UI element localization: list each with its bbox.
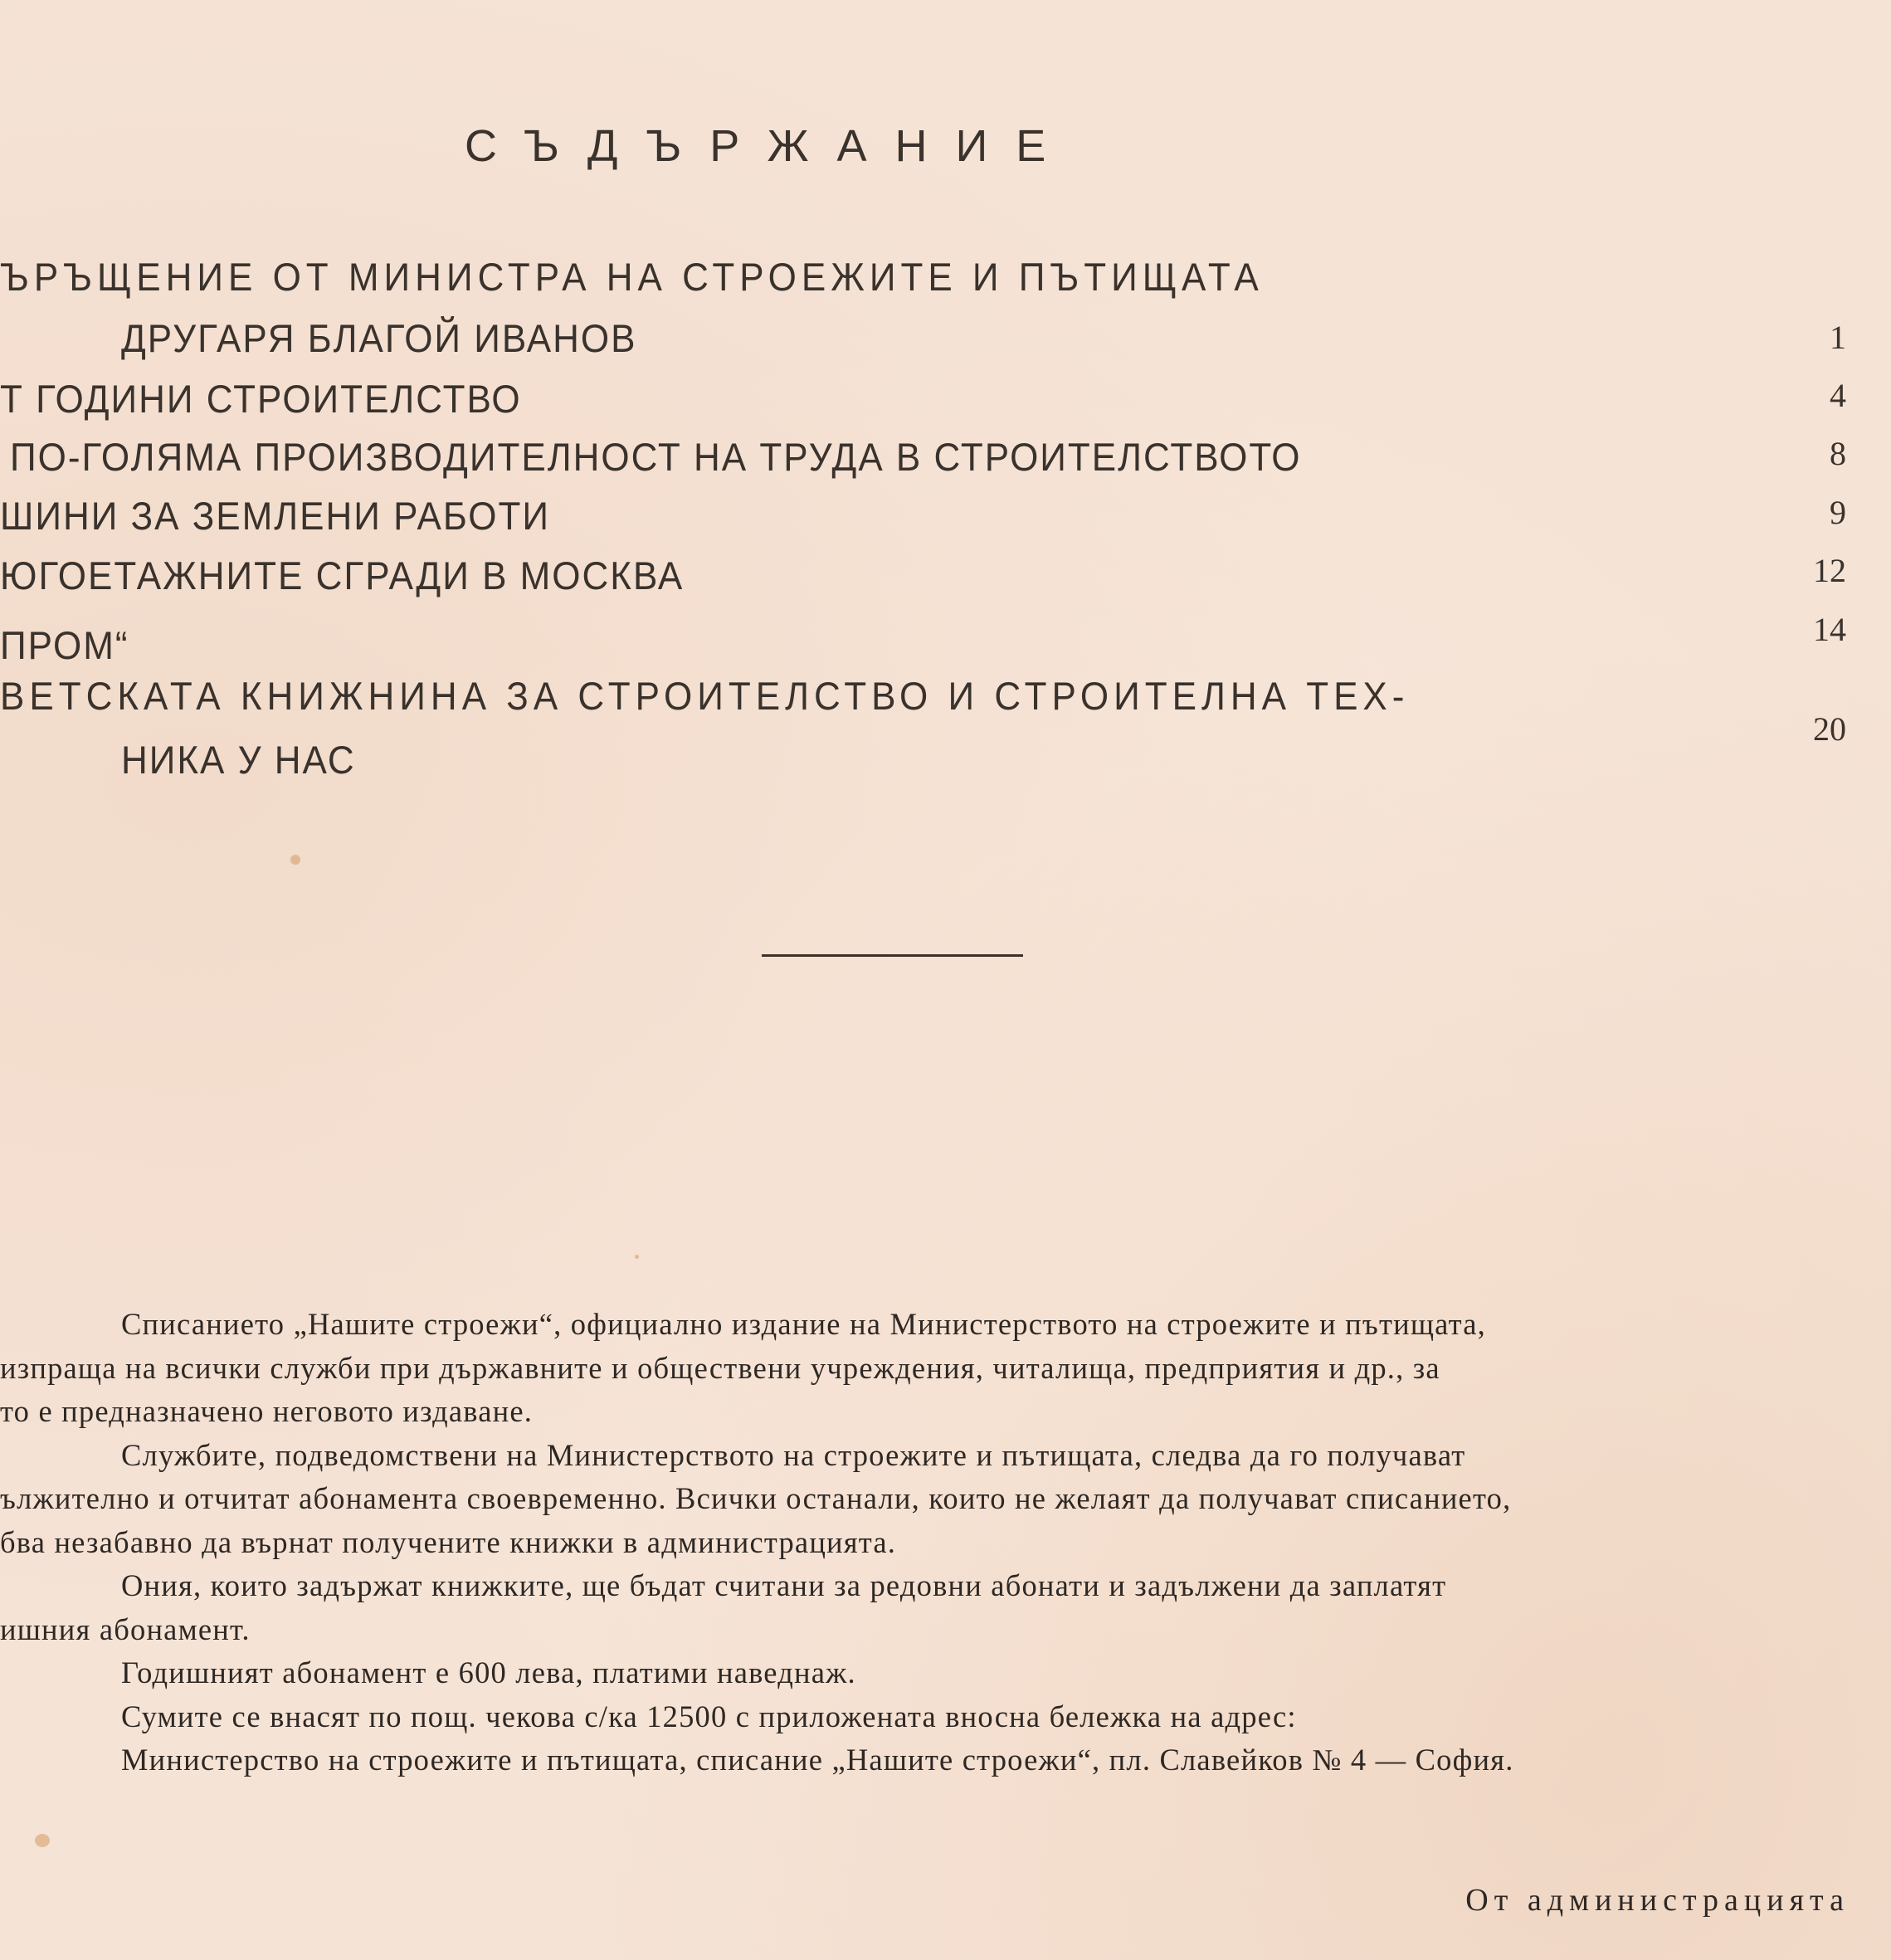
signature: От администрацията bbox=[1465, 1883, 1850, 1918]
toc-entry-4-page: 9 bbox=[1830, 494, 1846, 531]
notice-line-7: Ония, които задържат книжките, ще бъдат считани за редовни абонати и задължени да заплатят bbox=[121, 1568, 1447, 1602]
notice-line-5: ължително и отчитат абонамента своевременно. Всички останали, които не желаят да получават списанието, bbox=[0, 1481, 1512, 1515]
paper-speck bbox=[635, 1255, 639, 1259]
toc-entry-7-title-line-1: ВЕТСКАТА КНИЖНИНА ЗА СТРОИТЕЛСТВО И СТРОИТЕЛНА ТЕХ- bbox=[0, 675, 1410, 719]
contents-heading: СЪДЪРЖАНИЕ bbox=[465, 121, 1075, 171]
toc-entry-4-title: ШИНИ ЗА ЗЕМЛЕНИ РАБОТИ bbox=[0, 495, 551, 539]
toc-entry-2-title: Т ГОДИНИ СТРОИТЕЛСТВО bbox=[0, 378, 522, 422]
notice-line-10: Сумите се внасят по пощ. чекова с/ка 12500 с приложената вносна бележка на адрес: bbox=[121, 1699, 1297, 1733]
paper-speck bbox=[35, 1834, 50, 1847]
toc-entry-1-page: 1 bbox=[1830, 319, 1846, 356]
notice-line-11: Министерство на строежите и пътищата, списание „Нашите строежи“, пл. Славейков № 4 — София. bbox=[121, 1743, 1514, 1777]
paper-speck bbox=[290, 855, 300, 865]
notice-line-1: Списанието „Нашите строежи“, официално издание на Министерството на строежите и пътищата, bbox=[121, 1307, 1486, 1341]
notice-line-9: Годишният абонамент е 600 лева, платими наведнаж. bbox=[121, 1655, 856, 1689]
toc-entry-6-title: ПРОМ“ bbox=[0, 624, 129, 668]
table-of-contents bbox=[0, 0, 1891, 797]
toc-entry-5-page: 12 bbox=[1813, 552, 1846, 589]
toc-entry-5-title: ЮГОЕТАЖНИТЕ СГРАДИ В МОСКВА bbox=[0, 554, 685, 598]
toc-entry-2-page: 4 bbox=[1830, 377, 1846, 414]
notice-line-2: изпраща на всички служби при държавните и обществени учреждения, читалища, предприятия и др., за bbox=[0, 1350, 1440, 1385]
section-divider bbox=[762, 954, 1023, 957]
toc-entry-3-page: 8 bbox=[1830, 435, 1846, 472]
notice-line-4: Службите, подведомствени на Министерството на строежите и пътищата, следва да го получават bbox=[121, 1437, 1466, 1472]
toc-entry-7-title-line-2: НИКА У НАС bbox=[121, 739, 356, 783]
notice-line-3: то е предназначено неговото издаване. bbox=[0, 1394, 534, 1428]
toc-entry-1-title-line-2: ДРУГАРЯ БЛАГОЙ ИВАНОВ bbox=[121, 317, 637, 361]
subscription-notice bbox=[0, 1303, 1852, 1782]
toc-entry-1-title-line-1: ЪРЪЩЕНИЕ ОТ МИНИСТРА НА СТРОЕЖИТЕ И ПЪТИЩАТА bbox=[0, 256, 1264, 300]
notice-line-6: бва незабавно да върнат получените книжки в администрацията. bbox=[0, 1524, 897, 1559]
toc-entry-6-page: 14 bbox=[1813, 611, 1846, 648]
notice-line-8: ишния абонамент. bbox=[0, 1611, 251, 1646]
toc-entry-3-title: ПО-ГОЛЯМА ПРОИЗВОДИТЕЛНОСТ НА ТРУДА В СТРОИТЕЛСТВОТО bbox=[10, 436, 1302, 480]
toc-entry-7-page: 20 bbox=[1813, 710, 1846, 748]
